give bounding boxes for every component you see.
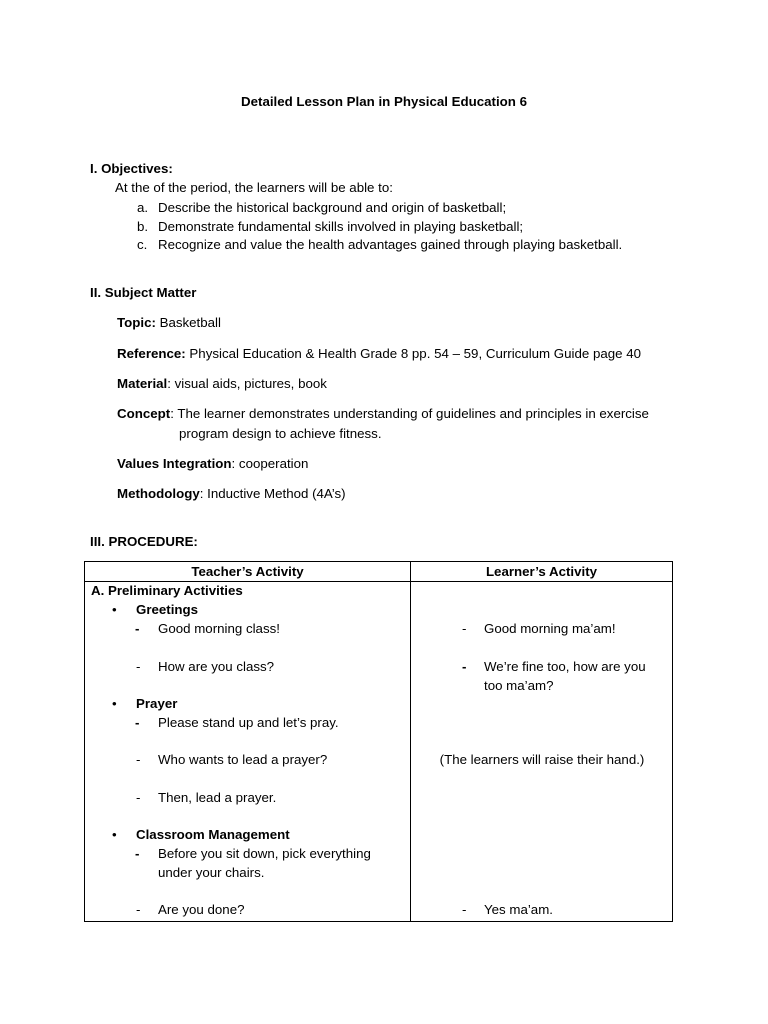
- objective-item-c: Recognize and value the health advantages gained through playing basketball.: [158, 237, 623, 252]
- greetings-heading: Greetings: [136, 602, 199, 617]
- objective-item-a: Describe the historical background and origin of basketball;: [158, 200, 507, 215]
- subject-matter-heading: II. Subject Matter: [90, 285, 197, 300]
- teacher-line-who-wants: Who wants to lead a prayer?: [158, 752, 328, 767]
- procedure-table: [84, 561, 673, 922]
- dash: -: [462, 902, 467, 917]
- objectives-heading: I. Objectives:: [90, 161, 173, 176]
- dash: -: [136, 902, 141, 917]
- topic-line: [117, 316, 221, 329]
- dash: -: [135, 715, 140, 730]
- objective-marker-c: c.: [137, 237, 148, 252]
- methodology-line: [117, 487, 346, 500]
- teacher-line-stand-up: Please stand up and let’s pray.: [158, 715, 339, 730]
- teacher-line-how-are-you: How are you class?: [158, 659, 275, 674]
- dash: -: [462, 621, 467, 636]
- material-label: Material: [117, 376, 168, 391]
- dash: -: [135, 621, 140, 636]
- column-header-teacher: Teacher’s Activity: [85, 562, 411, 582]
- learner-line-good-morning: Good morning ma’am!: [484, 621, 616, 636]
- teacher-line-then-lead: Then, lead a prayer.: [158, 790, 277, 805]
- table-row: [85, 582, 673, 922]
- learner-line-fine-2: too ma’am?: [484, 678, 554, 693]
- dash: -: [136, 790, 141, 805]
- objectives-intro: At the of the period, the learners will be able to:: [115, 180, 393, 195]
- learner-line-yes: Yes ma’am.: [484, 902, 553, 917]
- table-header-row: [85, 562, 673, 582]
- topic-value: Basketball: [155, 315, 221, 330]
- values-line: [117, 457, 308, 470]
- procedure-heading: III. PROCEDURE:: [90, 534, 198, 549]
- teacher-line-before-sit-1: Before you sit down, pick everything: [158, 846, 371, 861]
- section-a-heading: A. Preliminary Activities: [91, 583, 243, 598]
- teacher-line-are-you-done: Are you done?: [158, 902, 245, 917]
- teacher-activity-cell: [85, 582, 411, 922]
- methodology-value: : Inductive Method (4A’s): [199, 486, 346, 501]
- learner-line-fine-1: We’re fine too, how are you: [484, 659, 646, 674]
- bullet-prayer: •: [112, 696, 117, 711]
- teacher-line-good-morning: Good morning class!: [158, 621, 280, 636]
- methodology-label: Methodology: [117, 486, 200, 501]
- document-title: Detailed Lesson Plan in Physical Education 6: [241, 94, 527, 109]
- dash: -: [135, 846, 140, 861]
- reference-label: Reference:: [117, 346, 186, 361]
- concept-value: : The learner demonstrates understanding of guidelines and principles in exercise: [170, 406, 649, 421]
- objective-item-b: Demonstrate fundamental skills involved in playing basketball;: [158, 219, 524, 234]
- concept-line: [117, 407, 649, 420]
- concept-label: Concept: [117, 406, 171, 421]
- bullet-greetings: •: [112, 602, 117, 617]
- objective-marker-b: b.: [137, 219, 149, 234]
- objective-marker-a: a.: [137, 200, 149, 215]
- material-line: [117, 377, 327, 390]
- topic-label: Topic:: [117, 315, 156, 330]
- dash: -: [462, 659, 467, 674]
- learner-activity-cell: [411, 582, 673, 922]
- dash: -: [136, 659, 141, 674]
- classroom-management-heading: Classroom Management: [136, 827, 290, 842]
- reference-line: [117, 347, 641, 360]
- values-label: Values Integration: [117, 456, 232, 471]
- material-value: : visual aids, pictures, book: [167, 376, 327, 391]
- values-value: : cooperation: [231, 456, 309, 471]
- reference-value: Physical Education & Health Grade 8 pp. 54 – 59, Curriculum Guide page 40: [185, 346, 642, 361]
- learner-line-raise-hand: (The learners will raise their hand.): [439, 752, 645, 767]
- column-header-learner: Learner’s Activity: [411, 562, 673, 582]
- dash: -: [136, 752, 141, 767]
- teacher-line-before-sit-2: under your chairs.: [158, 865, 265, 880]
- prayer-heading: Prayer: [136, 696, 178, 711]
- concept-continuation: program design to achieve fitness.: [179, 426, 382, 441]
- bullet-classroom: •: [112, 827, 117, 842]
